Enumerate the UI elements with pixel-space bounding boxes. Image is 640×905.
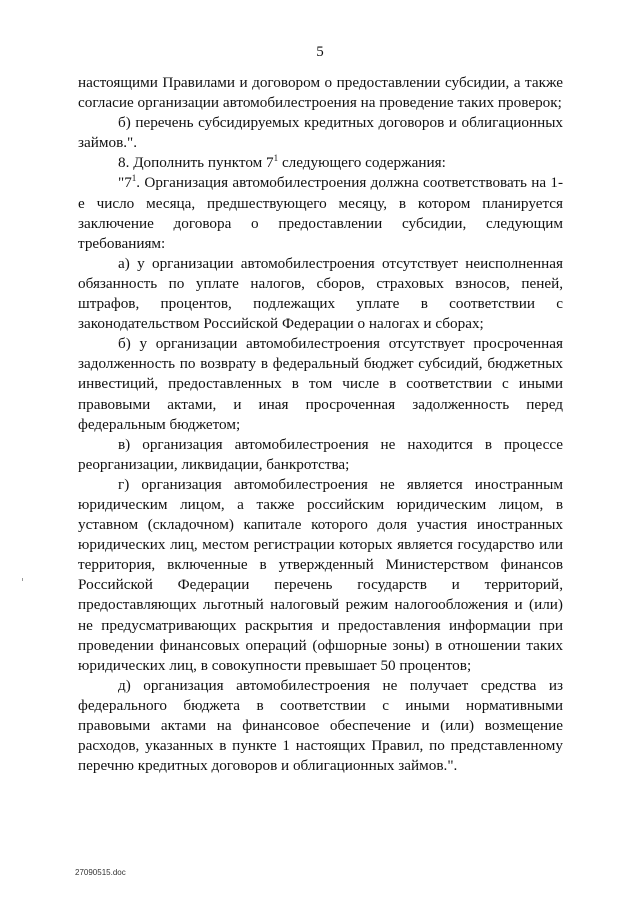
paragraph-item-a — [78, 254, 563, 334]
paragraph-item-b — [78, 334, 563, 434]
superscript: 1 — [273, 153, 279, 164]
paragraph-item-d — [78, 676, 563, 776]
paragraph-text: г) организация автомобилестроения не является иностранным юридическим лицом, а также российским юридическим лицом, в уставном (складочном) капитале которого доля участия иностранных юридических лиц, местом регистрации которых является государство или территория, включенные в утвержденный Министерством финансов Российской Федерации перечень государств и территорий, предоставляющих льготный налоговый режим налогообложения и (или) не предусматривающих раскрытия и предоставления информации при проведении финансовых операций (офшорные зоны) в отношении таких юридических лиц, в совокупности превышает 50 процентов; — [78, 475, 563, 674]
margin-mark — [22, 578, 23, 581]
paragraph-text: 8. Дополнить пунктом 7 — [118, 154, 274, 172]
page-number: 5 — [316, 44, 324, 60]
superscript: 1 — [131, 173, 137, 184]
paragraph-item-7-1 — [78, 173, 563, 253]
paragraph-text-tail: следующего содержания: — [278, 154, 446, 172]
paragraph-item-g — [78, 475, 563, 676]
paragraph-item-b-list — [78, 113, 563, 153]
paragraph-text: а) у организации автомобилестроения отсутствует неисполненная обязанность по уплате налогов, сборов, страховых взносов, пеней, штрафов, процентов, подлежащих уплате в соответствии с законодательством Российской Федерации о налогах и сборах; — [78, 254, 563, 333]
paragraph-intro-continuation — [78, 73, 563, 113]
document-body — [78, 73, 563, 776]
footer-filename: 27090515.doc — [75, 868, 126, 877]
paragraph-item-v — [78, 435, 563, 475]
paragraph-text-tail: . Организация автомобилестроения должна соответствовать на 1-е число месяца, предшествующего месяцу, в котором планируется заключение договора о предоставлении субсидии, следующим требованиям: — [78, 174, 563, 252]
paragraph-text: д) организация автомобилестроения не получает средства из федерального бюджета в соответствии с иными нормативными правовыми актами на финансовое обеспечение и (или) возмещение расходов, указанных в пункте 1 настоящих Правил, по представленному перечню кредитных договоров и облигационных займов.". — [78, 676, 563, 775]
paragraph-text: б) у организации автомобилестроения отсутствует просроченная задолженность по возврату в федеральный бюджет субсидий, бюджетных инвестиций, предоставленных в том числе в соответствии с иными правовыми актами, и иная просроченная задолженность перед федеральным бюджетом; — [78, 335, 563, 433]
paragraph-item-8 — [78, 153, 563, 173]
paragraph-text: настоящими Правилами и договором о предоставлении субсидии, а также согласие организации автомобилестроения на проведение таких проверок; — [78, 74, 563, 112]
paragraph-text: "7 — [118, 174, 132, 192]
paragraph-text: б) перечень субсидируемых кредитных договоров и облигационных займов.". — [78, 114, 563, 152]
paragraph-text: в) организация автомобилестроения не находится в процессе реорганизации, ликвидации, банкротства; — [78, 435, 563, 473]
